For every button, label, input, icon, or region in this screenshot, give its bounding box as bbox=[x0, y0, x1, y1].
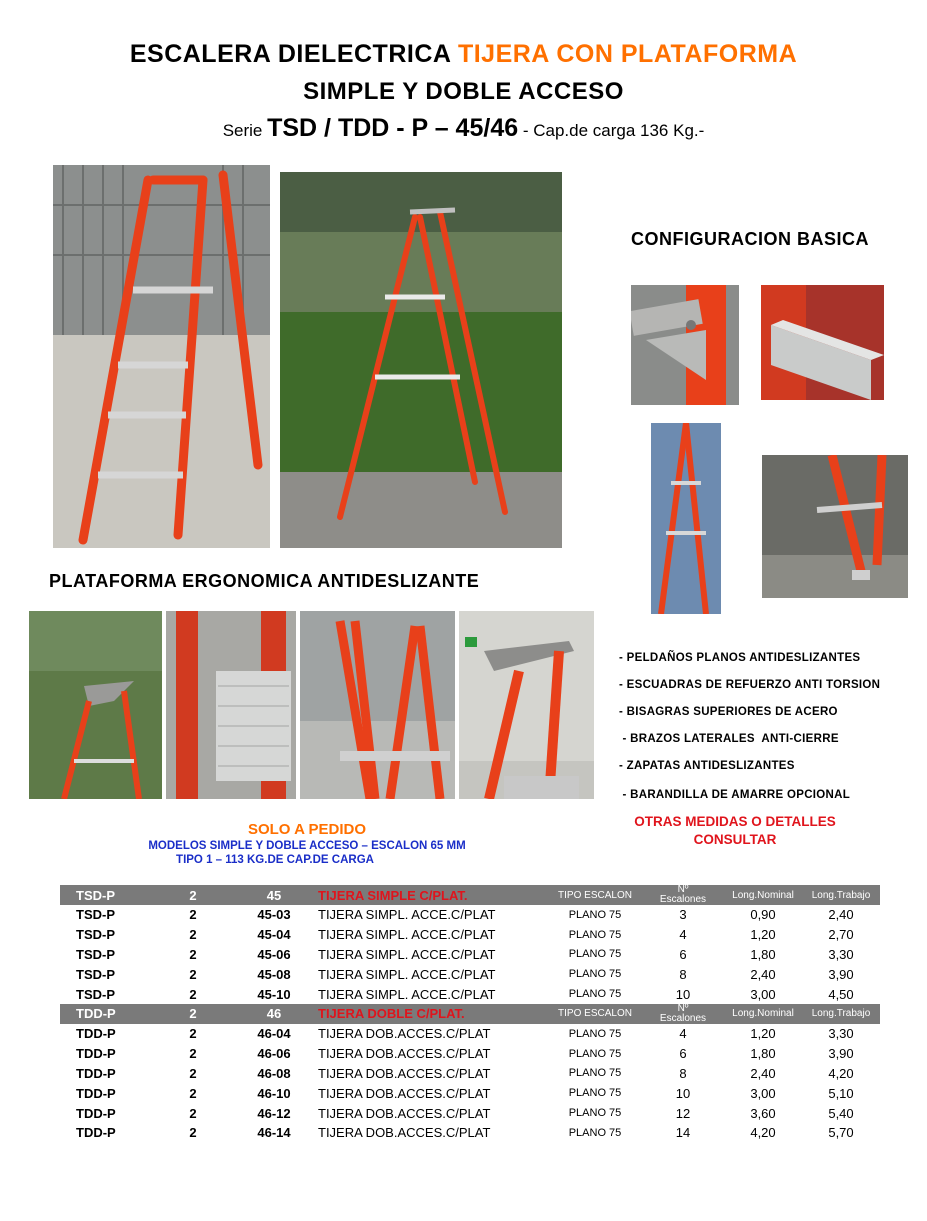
cell-step-type: PLANO 75 bbox=[568, 1087, 622, 1100]
hinge-detail-photo bbox=[631, 285, 739, 405]
cell-nominal: 2,40 bbox=[750, 1065, 776, 1081]
platform-photo-1 bbox=[29, 611, 162, 799]
cell-type: 2 bbox=[189, 986, 197, 1002]
cell-model: TDD-P bbox=[76, 1105, 116, 1121]
cell-work: 2,70 bbox=[828, 927, 854, 943]
cell-nominal: 2,40 bbox=[750, 966, 776, 982]
cell-work: 5,10 bbox=[828, 1085, 854, 1101]
cell-desc: TIJERA DOB.ACCES.C/PLAT bbox=[318, 1125, 491, 1141]
cell-steps: 8 bbox=[679, 1065, 687, 1081]
cell-type: 2 bbox=[189, 907, 197, 923]
table-row bbox=[60, 1103, 880, 1123]
cell-desc: TIJERA SIMPL. ACCE.C/PLAT bbox=[318, 946, 496, 962]
cell-step-type: PLANO 75 bbox=[568, 948, 622, 961]
cell-type: 2 bbox=[189, 1085, 197, 1101]
cell-steps: 3 bbox=[679, 907, 687, 923]
cell-model: TDD-P bbox=[76, 1046, 116, 1062]
group-desc: TIJERA DOBLE C/PLAT. bbox=[314, 1004, 548, 1024]
cell-steps: 10 bbox=[675, 986, 691, 1002]
cell-model: TSD-P bbox=[76, 927, 115, 943]
platform-photo-3 bbox=[300, 611, 455, 799]
table-row bbox=[60, 1024, 880, 1044]
serie-code: TSD / TDD - P – 45/46 bbox=[267, 114, 519, 142]
cell-type: 2 bbox=[189, 927, 197, 943]
table-row bbox=[60, 1044, 880, 1064]
title-orange: TIJERA CON PLATAFORMA bbox=[457, 40, 798, 68]
col-long-nominal: Long.Nominal bbox=[724, 885, 802, 905]
cell-nominal: 0,90 bbox=[750, 907, 776, 923]
cell-desc: TIJERA DOB.ACCES.C/PLAT bbox=[318, 1065, 491, 1081]
cell-steps: 14 bbox=[675, 1125, 691, 1141]
cell-model: TDD-P bbox=[76, 1065, 116, 1081]
cell-nominal: 1,20 bbox=[750, 927, 776, 943]
table-group-header bbox=[60, 1004, 880, 1024]
cell-steps: 8 bbox=[679, 966, 687, 982]
platform-photo-4 bbox=[459, 611, 594, 799]
cell-step-type: PLANO 75 bbox=[568, 1027, 622, 1040]
col-escalones-label: Escalones bbox=[659, 1012, 707, 1024]
table-row bbox=[60, 945, 880, 965]
cell-nominal: 1,80 bbox=[750, 1046, 776, 1062]
col-long-nominal: Long.Nominal bbox=[724, 1004, 802, 1024]
cell-code: 46-10 bbox=[257, 1085, 291, 1101]
cell-desc: TIJERA DOB.ACCES.C/PLAT bbox=[318, 1085, 491, 1101]
group-desc: TIJERA SIMPLE C/PLAT. bbox=[314, 885, 548, 905]
cell-desc: TIJERA SIMPL. ACCE.C/PLAT bbox=[318, 907, 496, 923]
cell-model: TSD-P bbox=[76, 986, 115, 1002]
spec-table bbox=[60, 885, 880, 1143]
cell-desc: TIJERA SIMPL. ACCE.C/PLAT bbox=[318, 927, 496, 943]
group-model: TDD-P bbox=[60, 1004, 152, 1024]
feature-item-2: - ESCUADRAS DE REFUERZO ANTI TORSION bbox=[619, 679, 881, 691]
table-row bbox=[60, 1083, 880, 1103]
capacity-text: - Cap.de carga 136 Kg.- bbox=[518, 121, 705, 140]
cell-code: 46-12 bbox=[257, 1105, 291, 1121]
table-row bbox=[60, 905, 880, 925]
cell-type: 2 bbox=[189, 1105, 197, 1121]
cell-model: TSD-P bbox=[76, 966, 115, 982]
table-row bbox=[60, 1064, 880, 1084]
cell-step-type: PLANO 75 bbox=[568, 1067, 622, 1080]
cell-desc: TIJERA DOB.ACCES.C/PLAT bbox=[318, 1026, 491, 1042]
cell-work: 5,70 bbox=[828, 1125, 854, 1141]
cell-type: 2 bbox=[189, 1026, 197, 1042]
cell-work: 3,90 bbox=[828, 966, 854, 982]
platform-heading: PLATAFORMA ERGONOMICA ANTIDESLIZANTE bbox=[49, 571, 480, 591]
order-note-line1: MODELOS SIMPLE Y DOBLE ACCESO – ESCALON 65 MM bbox=[148, 840, 466, 852]
group-code: 45 bbox=[234, 885, 314, 905]
platform-photo-2 bbox=[166, 611, 296, 799]
cell-model: TDD-P bbox=[76, 1085, 116, 1101]
cell-steps: 10 bbox=[675, 1085, 691, 1101]
table-group-header bbox=[60, 885, 880, 905]
table-row bbox=[60, 984, 880, 1004]
cell-nominal: 3,00 bbox=[750, 1085, 776, 1101]
cell-nominal: 4,20 bbox=[750, 1125, 776, 1141]
foot-detail-photo bbox=[762, 455, 908, 598]
cell-nominal: 1,80 bbox=[750, 946, 776, 962]
col-escalones bbox=[642, 1004, 724, 1024]
order-note-line2: TIPO 1 – 113 KG.DE CAP.DE CARGA bbox=[176, 854, 374, 866]
group-code: 46 bbox=[234, 1004, 314, 1024]
cell-type: 2 bbox=[189, 946, 197, 962]
group-model: TSD-P bbox=[60, 885, 152, 905]
serie-label: Serie bbox=[222, 121, 268, 140]
feature-item-4: - BRAZOS LATERALES ANTI-CIERRE bbox=[619, 733, 839, 745]
ladder-indoor-photo bbox=[53, 165, 270, 548]
cell-code: 45-08 bbox=[257, 966, 291, 982]
cell-work: 4,20 bbox=[828, 1065, 854, 1081]
cell-steps: 12 bbox=[675, 1105, 691, 1121]
col-n-label: Nº bbox=[677, 884, 689, 895]
step-detail-photo bbox=[761, 285, 884, 400]
side-arm-photo bbox=[651, 423, 721, 614]
cell-model: TSD-P bbox=[76, 946, 115, 962]
cell-nominal: 1,20 bbox=[750, 1026, 776, 1042]
cell-code: 46-06 bbox=[257, 1046, 291, 1062]
table-row bbox=[60, 1123, 880, 1143]
cell-steps: 4 bbox=[679, 1026, 687, 1042]
cell-work: 2,40 bbox=[828, 907, 854, 923]
cell-steps: 6 bbox=[679, 946, 687, 962]
cell-step-type: PLANO 75 bbox=[568, 1107, 622, 1120]
other-note-line1: OTRAS MEDIDAS O DETALLES bbox=[634, 814, 836, 829]
cell-work: 5,40 bbox=[828, 1105, 854, 1121]
cell-work: 3,30 bbox=[828, 946, 854, 962]
feature-item-1: - PELDAÑOS PLANOS ANTIDESLIZANTES bbox=[619, 652, 861, 664]
feature-item-5: - ZAPATAS ANTIDESLIZANTES bbox=[619, 760, 795, 772]
ladder-outdoor-photo bbox=[280, 172, 562, 548]
cell-step-type: PLANO 75 bbox=[568, 988, 622, 1001]
cell-model: TDD-P bbox=[76, 1125, 116, 1141]
group-type: 2 bbox=[152, 1004, 234, 1024]
table-row bbox=[60, 925, 880, 945]
col-n-label: Nº bbox=[677, 1002, 689, 1014]
cell-code: 46-14 bbox=[257, 1125, 291, 1141]
table-row bbox=[60, 964, 880, 984]
order-note-title: SOLO A PEDIDO bbox=[247, 821, 367, 838]
cell-type: 2 bbox=[189, 966, 197, 982]
col-long-trabajo: Long.Trabajo bbox=[802, 1004, 880, 1024]
group-type: 2 bbox=[152, 885, 234, 905]
serie-line bbox=[0, 114, 927, 143]
cell-step-type: PLANO 75 bbox=[568, 1047, 622, 1060]
cell-model: TSD-P bbox=[76, 907, 115, 923]
cell-desc: TIJERA DOB.ACCES.C/PLAT bbox=[318, 1046, 491, 1062]
cell-type: 2 bbox=[189, 1046, 197, 1062]
cell-code: 45-06 bbox=[257, 946, 291, 962]
basic-config-heading: CONFIGURACION BASICA bbox=[631, 229, 869, 249]
cell-work: 3,90 bbox=[828, 1046, 854, 1062]
title-black: ESCALERA DIELECTRICA bbox=[129, 40, 458, 68]
cell-nominal: 3,00 bbox=[750, 986, 776, 1002]
col-long-trabajo: Long.Trabajo bbox=[802, 885, 880, 905]
cell-step-type: PLANO 75 bbox=[568, 908, 622, 921]
cell-code: 45-04 bbox=[257, 927, 291, 943]
cell-code: 46-08 bbox=[257, 1065, 291, 1081]
feature-item-3: - BISAGRAS SUPERIORES DE ACERO bbox=[619, 706, 838, 718]
cell-steps: 6 bbox=[679, 1046, 687, 1062]
col-tipo-escalon: TIPO ESCALON bbox=[548, 1004, 642, 1024]
cell-desc: TIJERA SIMPL. ACCE.C/PLAT bbox=[318, 966, 496, 982]
cell-desc: TIJERA DOB.ACCES.C/PLAT bbox=[318, 1105, 491, 1121]
feature-item-6: - BARANDILLA DE AMARRE OPCIONAL bbox=[619, 789, 851, 801]
cell-step-type: PLANO 75 bbox=[568, 928, 622, 941]
col-tipo-escalon: TIPO ESCALON bbox=[548, 885, 642, 905]
cell-step-type: PLANO 75 bbox=[568, 968, 622, 981]
page-title bbox=[0, 40, 927, 69]
cell-type: 2 bbox=[189, 1065, 197, 1081]
cell-work: 3,30 bbox=[828, 1026, 854, 1042]
cell-steps: 4 bbox=[679, 927, 687, 943]
cell-work: 4,50 bbox=[828, 986, 854, 1002]
cell-model: TDD-P bbox=[76, 1026, 116, 1042]
col-escalones bbox=[642, 885, 724, 905]
cell-code: 46-04 bbox=[257, 1026, 291, 1042]
cell-step-type: PLANO 75 bbox=[568, 1126, 622, 1139]
cell-code: 45-10 bbox=[257, 986, 291, 1002]
page-subtitle: SIMPLE Y DOBLE ACCESO bbox=[303, 78, 624, 105]
cell-desc: TIJERA SIMPL. ACCE.C/PLAT bbox=[318, 986, 496, 1002]
other-note-line2: CONSULTAR bbox=[693, 832, 777, 847]
col-escalones-label: Escalones bbox=[659, 894, 707, 905]
cell-nominal: 3,60 bbox=[750, 1105, 776, 1121]
cell-code: 45-03 bbox=[257, 907, 291, 923]
cell-type: 2 bbox=[189, 1125, 197, 1141]
